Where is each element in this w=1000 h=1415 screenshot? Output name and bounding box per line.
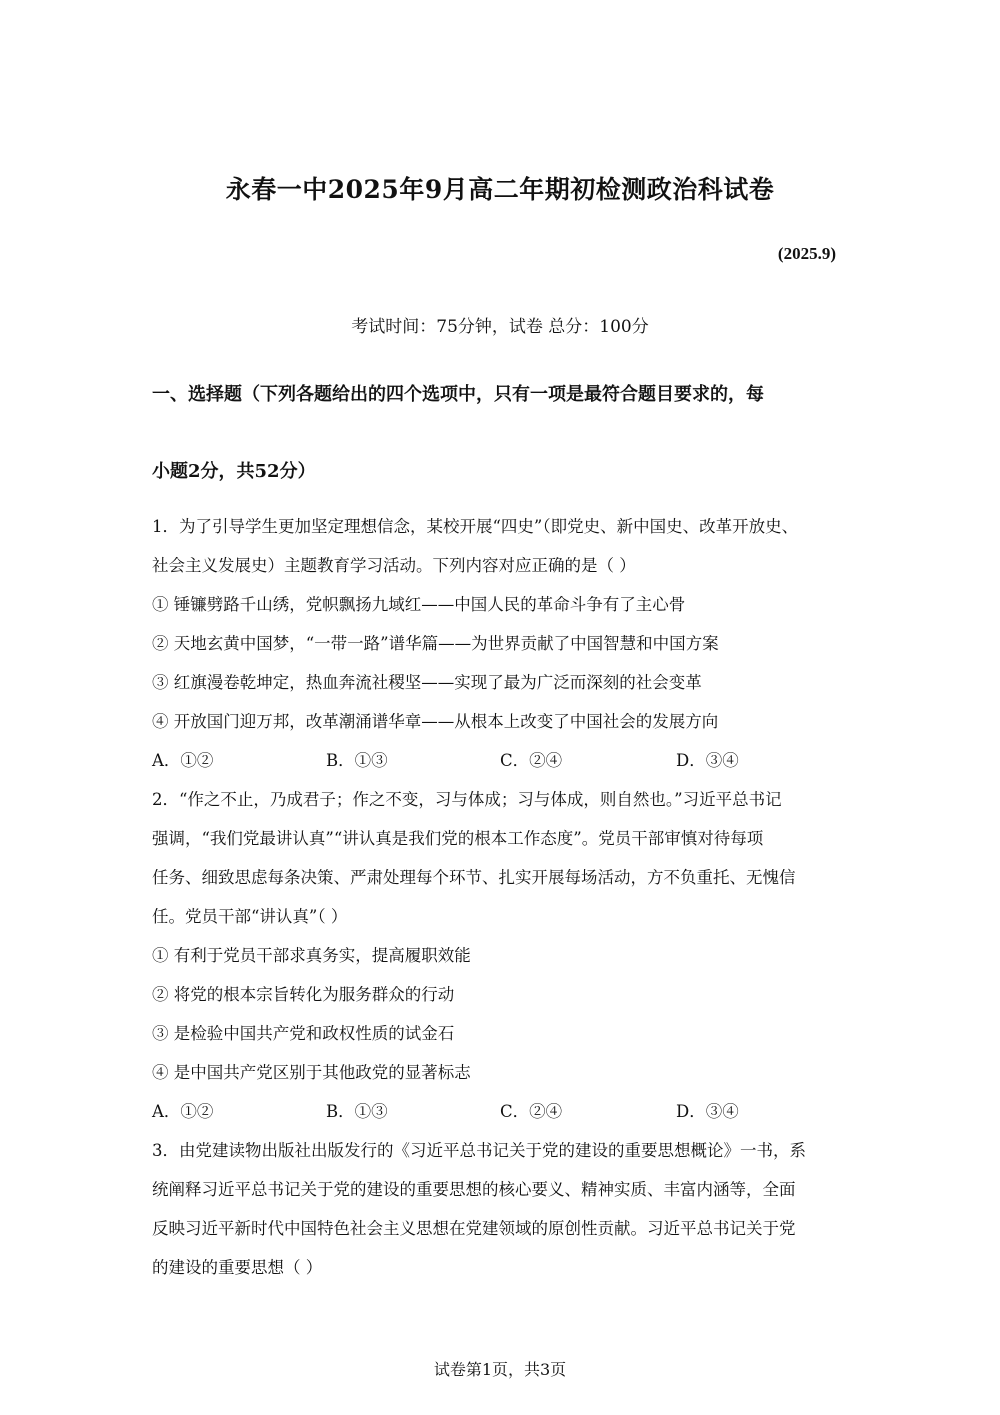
q2-item: ① 有利于党员干部求真务实，提高履职效能 — [152, 946, 471, 965]
q3-stem-line: 3．由党建读物出版社出版发行的《习近平总书记关于党的建设的重要思想概论》一书，系 — [152, 1141, 806, 1160]
q2-option-c[interactable]: C．②④ — [500, 1102, 563, 1121]
q1-item: ② 天地玄黄中国梦，“一带一路”谱华篇——为世界贡献了中国智慧和中国方案 — [152, 634, 719, 653]
page-footer: 试卷第1页，共3页 — [433, 1360, 567, 1379]
q1-stem-line: 社会主义发展史）主题教育学习活动。下列内容对应正确的是（ ） — [152, 556, 636, 575]
q2-item: ③ 是检验中国共产党和政权性质的试金石 — [152, 1024, 455, 1043]
section-heading-line2: 小题2分，共52分） — [152, 461, 316, 482]
section-heading-line1: 一、选择题（下列各题给出的四个选项中，只有一项是最符合题目要求的，每 — [152, 384, 764, 405]
exam-title: 永春一中2025年9月高二年期初检测政治科试卷 — [225, 175, 775, 204]
q1-options — [152, 747, 852, 769]
exam-info: 考试时间：75分钟，试卷 总分：100分 — [351, 317, 649, 337]
q1-item: ④ 开放国门迎万邦，改革潮涌谱华章——从根本上改变了中国社会的发展方向 — [152, 712, 719, 731]
q2-option-b[interactable]: B．①③ — [326, 1102, 388, 1121]
q1-option-c[interactable]: C．②④ — [500, 751, 563, 770]
q2-stem-line: 任务、细致思虑每条决策、严肃处理每个环节、扎实开展每场活动，方不负重托、无愧信 — [152, 868, 796, 887]
q2-stem-line: 2．“作之不止，乃成君子；作之不变，习与体成；习与体成，则自然也。”习近平总书记 — [152, 790, 782, 809]
q1-item: ① 锤镰劈路千山绣，党帜飘扬九域红——中国人民的革命斗争有了主心骨 — [152, 595, 686, 614]
q2-item: ② 将党的根本宗旨转化为服务群众的行动 — [152, 985, 455, 1004]
q1-option-b[interactable]: B．①③ — [326, 751, 388, 770]
q2-item: ④ 是中国共产党区别于其他政党的显著标志 — [152, 1063, 471, 1082]
q2-stem-line: 强调，“我们党最讲认真”“讲认真是我们党的根本工作态度”。党员干部审慎对待每项 — [152, 829, 764, 848]
q1-item: ③ 红旗漫卷乾坤定，热血奔流社稷坚——实现了最为广泛而深刻的社会变革 — [152, 673, 702, 692]
q2-option-a[interactable]: A．①② — [152, 1102, 214, 1121]
q1-stem-line: 1．为了引导学生更加坚定理想信念，某校开展“四史”（即党史、新中国史、改革开放史、 — [152, 517, 799, 536]
q2-options — [152, 1098, 852, 1120]
q3-stem-line: 反映习近平新时代中国特色社会主义思想在党建领域的原创性贡献。习近平总书记关于党 — [152, 1219, 796, 1238]
q1-option-d[interactable]: D．③④ — [676, 751, 739, 770]
q2-stem-line: 任。党员干部“讲认真”（ ） — [152, 907, 348, 926]
q3-stem-line: 的建设的重要思想（ ） — [152, 1258, 323, 1277]
q3-stem-line: 统阐释习近平总书记关于党的建设的重要思想的核心要义、精神实质、丰富内涵等，全面 — [152, 1180, 796, 1199]
exam-date: (2025.9) — [777, 244, 836, 263]
q1-option-a[interactable]: A．①② — [152, 751, 214, 770]
q2-option-d[interactable]: D．③④ — [676, 1102, 739, 1121]
